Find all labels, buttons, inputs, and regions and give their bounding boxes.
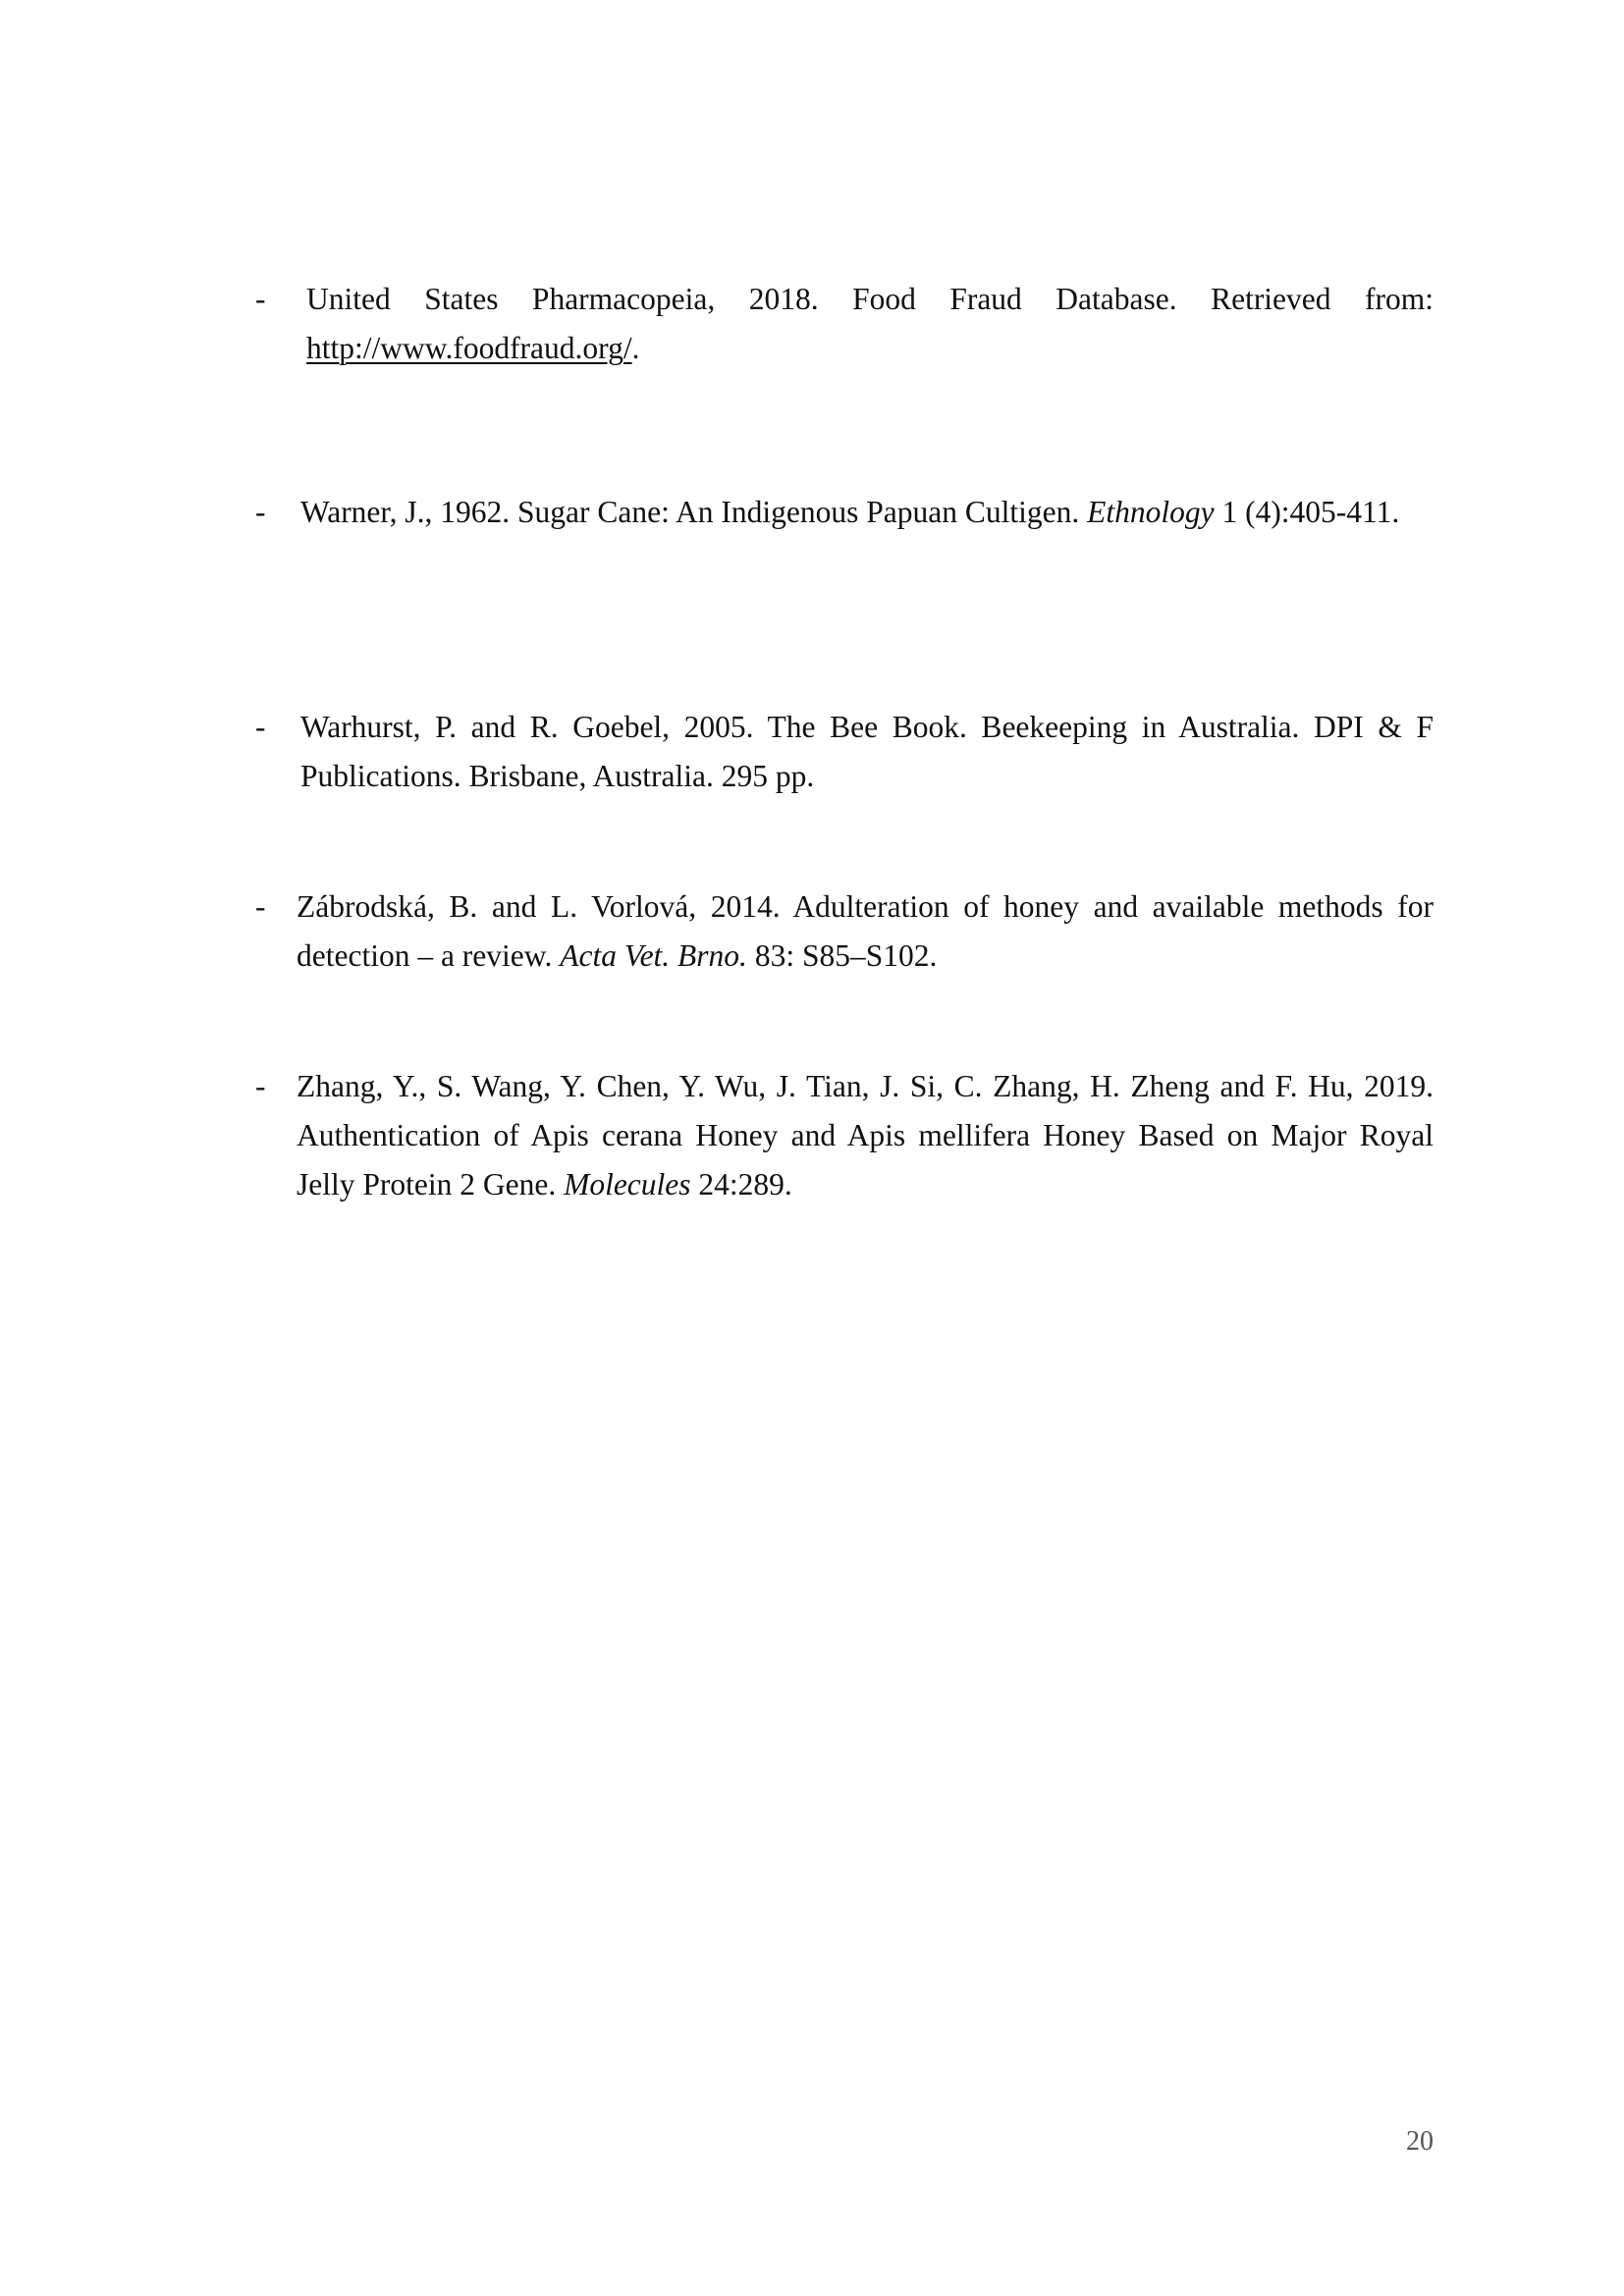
list-bullet: - (255, 495, 266, 529)
reference-item (255, 703, 1434, 801)
reference-item (255, 1062, 1434, 1209)
reference-segment: Zábrodská, B. and L. Vorlová, 2014. Adulteration of honey and available methods for detection – a review. (297, 889, 1434, 973)
reference-text (297, 1062, 1434, 1209)
reference-item (255, 882, 1434, 981)
list-bullet: - (255, 710, 266, 744)
page-number: 20 (1406, 2126, 1434, 2157)
reference-segment: 1 (4):405-411. (1214, 495, 1400, 529)
list-bullet: - (255, 889, 266, 924)
list-bullet: - (255, 282, 266, 316)
list-bullet: - (255, 1069, 266, 1103)
reference-text (300, 703, 1434, 801)
reference-segment: Warhurst, P. and R. Goebel, 2005. The Bee Book. Beekeeping in Australia. DPI & F Publications. Brisbane, Australia. 295 pp. (300, 710, 1434, 793)
reference-segment: Warner, J., 1962. Sugar Cane: An Indigenous Papuan Cultigen. (300, 495, 1088, 529)
reference-segment: United States Pharmacopeia, 2018. Food Fraud Database. Retrieved from: (306, 282, 1434, 316)
reference-text (306, 275, 1434, 373)
journal-name: Acta Vet. Brno. (560, 938, 747, 973)
reference-segment: . (631, 331, 640, 365)
reference-link[interactable]: http://www.foodfraud.org/ (306, 331, 632, 365)
reference-item (255, 488, 1434, 537)
reference-text (297, 882, 1434, 981)
reference-item (255, 275, 1434, 373)
reference-segment: 24:289. (690, 1167, 792, 1201)
reference-segment: Zhang, Y., S. Wang, Y. Chen, Y. Wu, J. Tian, J. Si, C. Zhang, H. Zheng and F. Hu, 2019. Authentication of Apis cerana Honey and Apis mellifera Honey Based on Major Royal Jelly Protein 2 Gene. (297, 1069, 1434, 1201)
reference-text (300, 488, 1434, 537)
journal-name: Ethnology (1087, 495, 1215, 529)
reference-segment: 83: S85–S102. (746, 938, 938, 973)
journal-name: Molecules (564, 1167, 691, 1201)
